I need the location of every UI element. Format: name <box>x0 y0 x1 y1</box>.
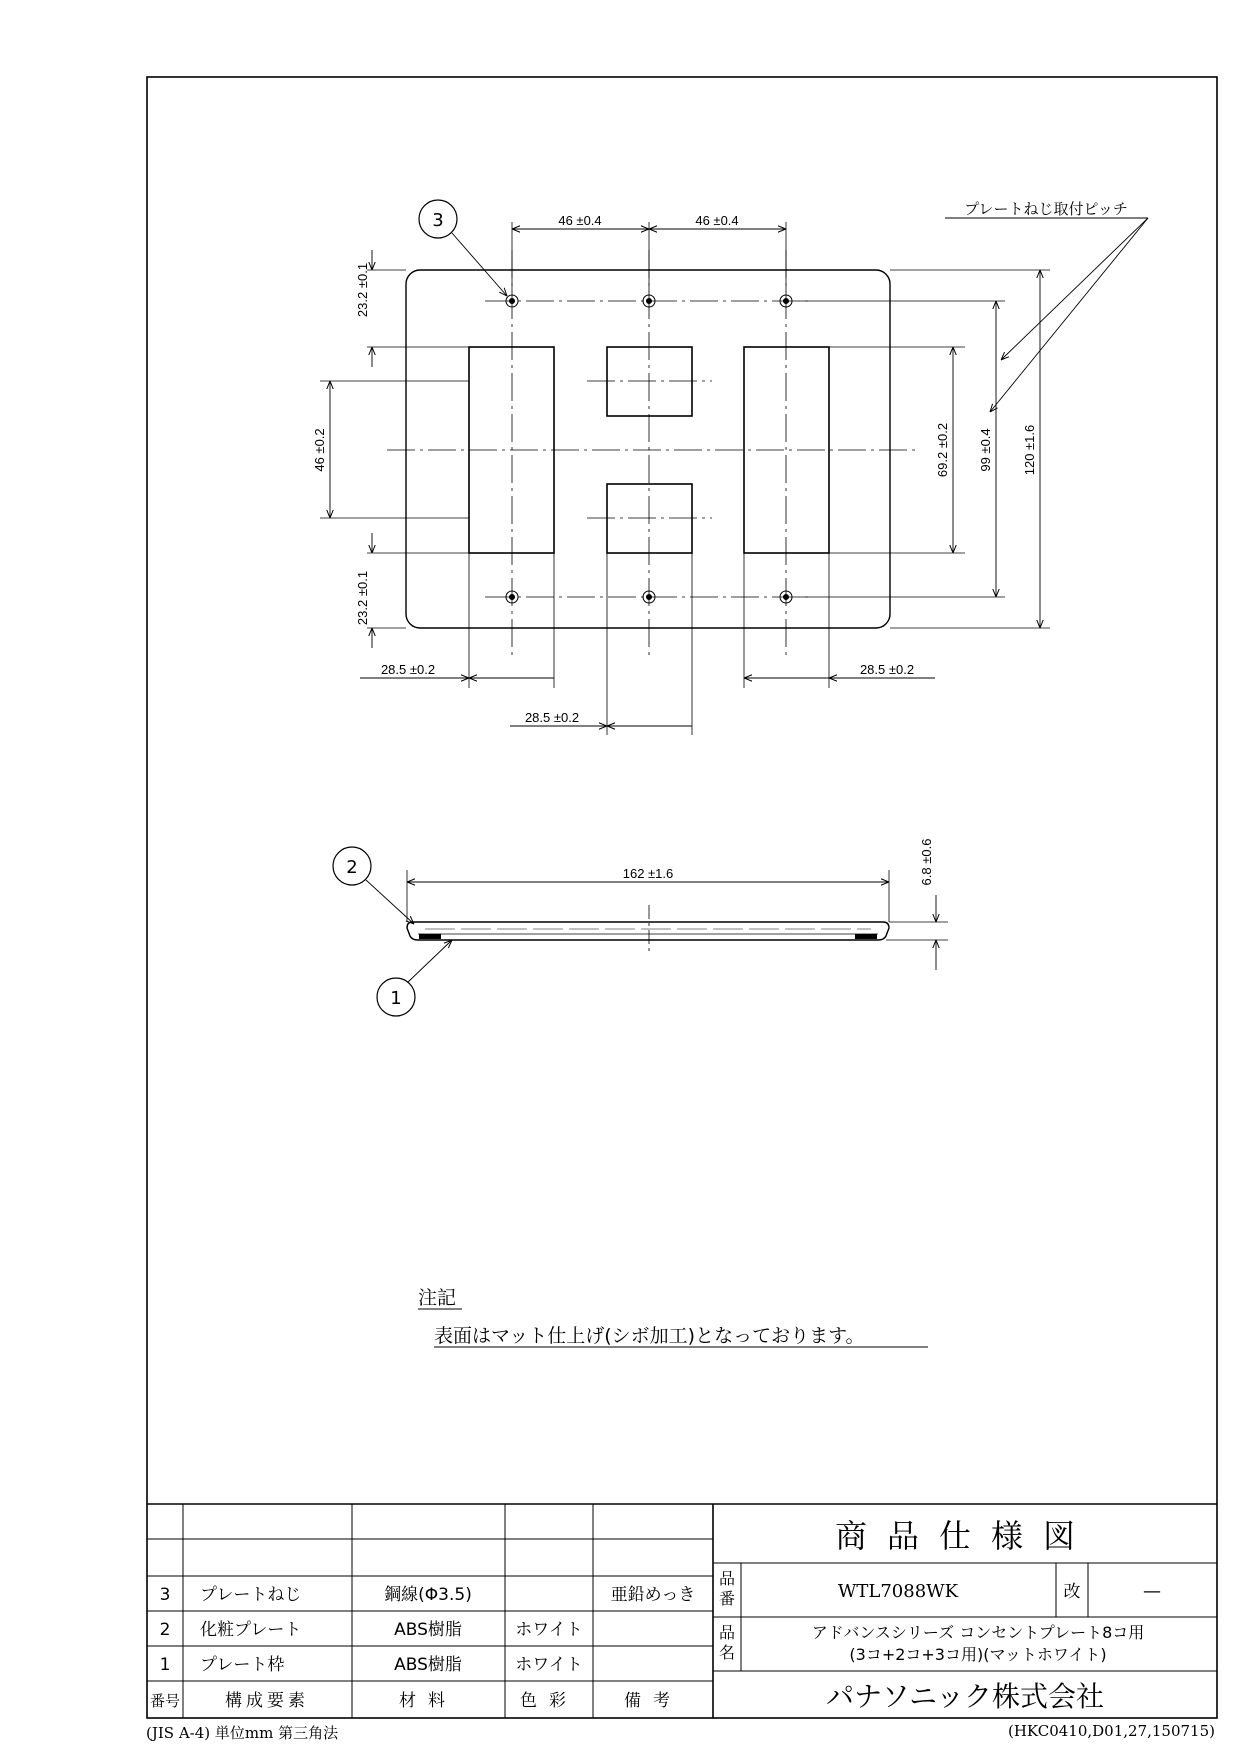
revision-label: 改 <box>1063 1582 1081 1602</box>
balloon-3-label: 3 <box>432 210 444 231</box>
header-remarks: 備考 <box>624 1691 682 1711</box>
product-number-label: 品 <box>718 1569 736 1588</box>
screw-pitch-leader-1 <box>1001 218 1148 360</box>
parts-header-row <box>150 1691 682 1711</box>
parts-row <box>160 1620 583 1640</box>
dimension-lines <box>330 229 1040 726</box>
dim-plate-height: 120 ±1.6 <box>1022 424 1037 476</box>
parts-row <box>160 1585 696 1605</box>
balloon-2-label: 2 <box>346 857 358 878</box>
screw-pitch-label: プレートねじ取付ピッチ <box>964 200 1128 218</box>
dim-opening-width-center: 28.5 ±0.2 <box>524 710 580 725</box>
part-name: 化粧プレート <box>200 1620 302 1640</box>
part-no: 1 <box>159 1655 171 1675</box>
part-color: ホワイト <box>515 1655 583 1675</box>
part-color: ホワイト <box>515 1620 583 1640</box>
title-info <box>719 1517 1161 1713</box>
center-lines <box>387 250 918 655</box>
balloon-1-label: 1 <box>390 988 402 1009</box>
side-view <box>333 839 948 1016</box>
product-name-label-2: 名 <box>718 1643 736 1662</box>
product-name-label: 品 <box>718 1623 736 1642</box>
footer-right: (HKC0410,D01,27,150715) <box>1007 1722 1215 1740</box>
header-name: 構成要素 <box>225 1691 309 1711</box>
drawing-border <box>147 77 1217 1718</box>
screw-pitch-leader-2 <box>990 218 1148 412</box>
balloon-3-leader <box>452 233 507 296</box>
part-name: プレートねじ <box>200 1585 302 1605</box>
dim-plate-width: 162 ±1.6 <box>622 866 674 881</box>
notes-heading: 注記 <box>418 1287 457 1309</box>
part-no: 2 <box>159 1620 171 1640</box>
drawing-title: 商品仕様図 <box>834 1517 1096 1555</box>
extension-lines <box>320 222 1050 735</box>
dim-opening-height: 69.2 ±0.2 <box>935 422 950 478</box>
outlet-opening-center-top <box>607 347 692 416</box>
product-name-line1: アドバンスシリーズ コンセントプレート8コ用 <box>811 1623 1145 1642</box>
header-no: 番号 <box>149 1692 181 1710</box>
balloon-1-leader <box>408 940 452 982</box>
part-no: 3 <box>159 1585 171 1605</box>
front-view <box>312 200 1148 735</box>
dim-top-margin: 23.2 ±0.1 <box>355 262 370 318</box>
plate-outline <box>406 270 890 628</box>
part-remarks: 亜鉛めっき <box>610 1585 696 1605</box>
footer-left: (JIS A-4) 単位mm 第三角法 <box>146 1724 339 1742</box>
dim-screw-pitch-right: 46 ±0.4 <box>695 213 739 228</box>
plate-side-profile <box>407 922 889 940</box>
dim-screw-vertical-pitch: 99 ±0.4 <box>978 428 993 472</box>
dim-bottom-margin: 23.2 ±0.1 <box>355 570 370 626</box>
product-number: WTL7088WK <box>837 1581 959 1602</box>
product-number-label-2: 番 <box>718 1589 736 1608</box>
part-material: 鋼線(Φ3.5) <box>384 1585 472 1605</box>
dim-opening-width-right: 28.5 ±0.2 <box>859 662 915 677</box>
header-color: 色彩 <box>520 1691 578 1711</box>
dim-screw-pitch-left: 46 ±0.4 <box>558 213 602 228</box>
header-material: 材料 <box>399 1691 457 1711</box>
part-name: プレート枠 <box>200 1655 285 1675</box>
dim-opening-width-left: 28.5 ±0.2 <box>380 662 436 677</box>
dim-plate-thickness: 6.8 ±0.6 <box>919 838 934 886</box>
part-material: ABS樹脂 <box>394 1655 462 1675</box>
company-name: パナソニック株式会社 <box>825 1680 1105 1713</box>
notes-text: 表面はマット仕上げ(シボ加工)となっております。 <box>434 1325 865 1347</box>
outlet-opening-center-bottom <box>607 484 692 553</box>
revision-value: — <box>1143 1581 1161 1602</box>
parts-list <box>150 1585 695 1711</box>
dim-left-outlet-pitch: 46 ±0.2 <box>312 428 327 472</box>
notes <box>418 1287 928 1347</box>
product-name-line2: (3コ+2コ+3コ用)(マットホワイト) <box>849 1645 1107 1664</box>
parts-row <box>160 1655 583 1675</box>
part-material: ABS樹脂 <box>394 1620 462 1640</box>
